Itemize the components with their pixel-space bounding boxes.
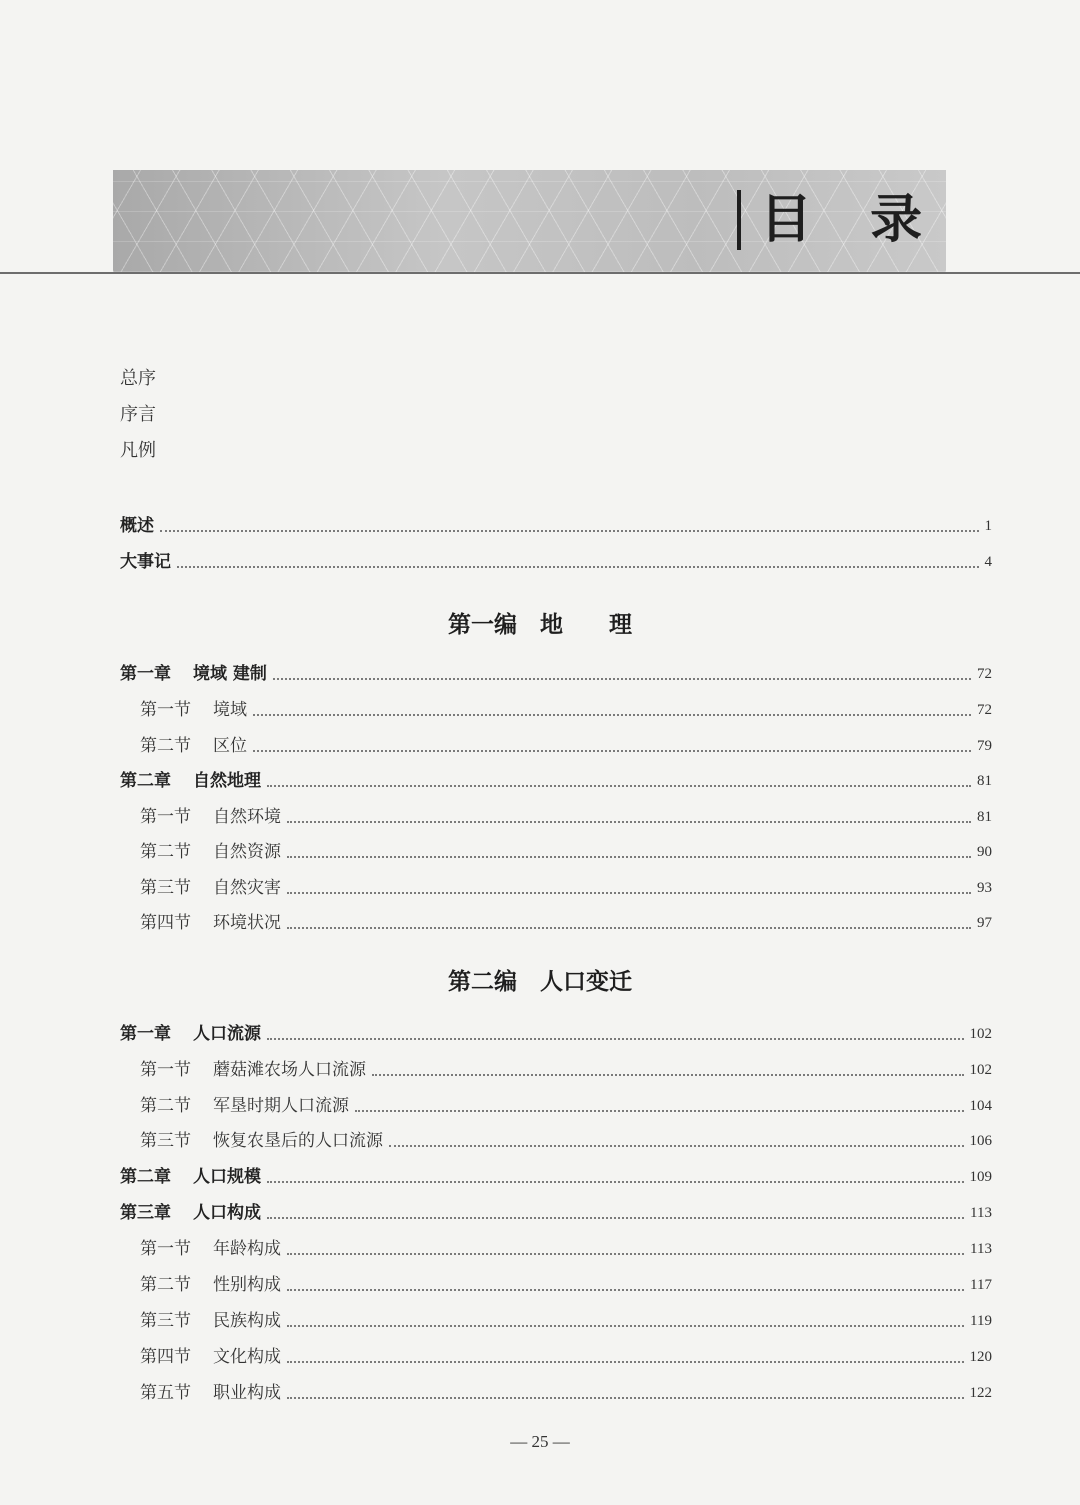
toc-section[interactable] xyxy=(140,1379,992,1405)
section-number: 第二节 xyxy=(140,736,191,756)
leader-dots xyxy=(267,1217,964,1219)
toc-section[interactable] xyxy=(140,1092,992,1118)
leader-dots xyxy=(160,530,979,532)
toc-page-number: 102 xyxy=(969,1062,992,1078)
chapter-number: 第二章 xyxy=(120,1167,171,1187)
chapter-number: 第一章 xyxy=(120,1024,171,1044)
toc-page-number: 72 xyxy=(977,702,992,718)
toc-page-number: 106 xyxy=(969,1133,992,1149)
section-title: 职业构成 xyxy=(213,1383,281,1403)
leader-dots xyxy=(372,1074,964,1076)
section-title: 区位 xyxy=(213,736,247,756)
leader-dots xyxy=(287,1289,964,1291)
section-number: 第三节 xyxy=(140,1131,191,1151)
section-number: 第一节 xyxy=(140,1239,191,1259)
chapter-title: 人口流源 xyxy=(193,1024,261,1044)
section-number: 第二节 xyxy=(140,842,191,862)
leader-dots xyxy=(253,750,971,752)
toc-page-number: 93 xyxy=(977,880,992,896)
toc-page-number: 79 xyxy=(977,738,992,754)
toc-chapter[interactable] xyxy=(120,660,992,686)
toc-chapter[interactable] xyxy=(120,1020,992,1046)
toc-section[interactable] xyxy=(140,838,992,864)
toc-section[interactable] xyxy=(140,803,992,829)
toc-entry[interactable] xyxy=(120,512,992,538)
toc-page-number: 72 xyxy=(977,666,992,682)
toc-page-number: 90 xyxy=(977,844,992,860)
leader-dots xyxy=(287,1325,964,1327)
toc-page-number: 102 xyxy=(969,1026,992,1042)
toc-page-number: 97 xyxy=(977,915,992,931)
section-number: 第一节 xyxy=(140,807,191,827)
toc-section[interactable] xyxy=(140,874,992,900)
toc-page-number: 120 xyxy=(969,1349,992,1365)
section-number: 第三节 xyxy=(140,1311,191,1331)
part-heading[interactable]: 第一编 地 理 xyxy=(448,611,632,638)
leader-dots xyxy=(273,678,971,680)
section-title: 文化构成 xyxy=(213,1347,281,1367)
front-matter-item[interactable]: 序言 xyxy=(120,404,156,425)
toc-section[interactable] xyxy=(140,1343,992,1369)
leader-dots xyxy=(287,821,971,823)
section-number: 第五节 xyxy=(140,1383,191,1403)
toc-entry-title: 大事记 xyxy=(120,552,171,572)
header-rule xyxy=(0,272,1080,274)
toc-page-number: 117 xyxy=(970,1277,992,1293)
section-title: 性别构成 xyxy=(213,1275,281,1295)
toc-section[interactable] xyxy=(140,696,992,722)
toc-page-number: 81 xyxy=(977,773,992,789)
toc-page-number: 104 xyxy=(969,1098,992,1114)
header-accent-bar xyxy=(737,190,741,250)
leader-dots xyxy=(267,785,971,787)
leader-dots xyxy=(267,1038,964,1040)
section-number: 第四节 xyxy=(140,913,191,933)
part-heading[interactable]: 第二编 人口变迁 xyxy=(448,968,632,995)
toc-page-number: 1 xyxy=(984,518,992,534)
toc-chapter[interactable] xyxy=(120,767,992,793)
section-title: 自然资源 xyxy=(213,842,281,862)
leader-dots xyxy=(287,892,971,894)
toc-page-number: 113 xyxy=(970,1241,992,1257)
toc-section[interactable] xyxy=(140,1235,992,1261)
toc-entry[interactable] xyxy=(120,548,992,574)
front-matter-item[interactable]: 总序 xyxy=(120,368,156,389)
leader-dots xyxy=(287,856,971,858)
chapter-title: 人口规模 xyxy=(193,1167,261,1187)
leader-dots xyxy=(287,1361,964,1363)
section-number: 第二节 xyxy=(140,1275,191,1295)
toc-entry-title: 概述 xyxy=(120,516,154,536)
page-number: — 25 — xyxy=(510,1432,570,1451)
toc-section[interactable] xyxy=(140,909,992,935)
section-title: 环境状况 xyxy=(213,913,281,933)
section-number: 第四节 xyxy=(140,1347,191,1367)
section-title: 年龄构成 xyxy=(213,1239,281,1259)
leader-dots xyxy=(177,566,979,568)
toc-section[interactable] xyxy=(140,1127,992,1153)
toc-page-number: 109 xyxy=(969,1169,992,1185)
toc-page-number: 113 xyxy=(970,1205,992,1221)
leader-dots xyxy=(389,1145,964,1147)
leader-dots xyxy=(267,1181,964,1183)
toc-page-number: 119 xyxy=(970,1313,992,1329)
section-title: 军垦时期人口流源 xyxy=(213,1096,349,1116)
toc-section[interactable] xyxy=(140,732,992,758)
section-number: 第二节 xyxy=(140,1096,191,1116)
chapter-title: 自然地理 xyxy=(193,771,261,791)
leader-dots xyxy=(253,714,971,716)
section-title: 民族构成 xyxy=(213,1311,281,1331)
section-title: 蘑菇滩农场人口流源 xyxy=(213,1060,366,1080)
toc-section[interactable] xyxy=(140,1307,992,1333)
leader-dots xyxy=(287,1397,964,1399)
chapter-number: 第三章 xyxy=(120,1203,171,1223)
toc-chapter[interactable] xyxy=(120,1163,992,1189)
toc-section[interactable] xyxy=(140,1056,992,1082)
chapter-title: 人口构成 xyxy=(193,1203,261,1223)
section-title: 自然灾害 xyxy=(213,878,281,898)
toc-chapter[interactable] xyxy=(120,1199,992,1225)
toc-page-number: 81 xyxy=(977,809,992,825)
front-matter-item[interactable]: 凡例 xyxy=(120,440,156,461)
leader-dots xyxy=(287,1253,964,1255)
toc-page-number: 122 xyxy=(969,1385,992,1401)
chapter-number: 第一章 xyxy=(120,664,171,684)
chapter-title: 境域 建制 xyxy=(193,664,267,684)
section-title: 境域 xyxy=(213,700,247,720)
page-title: 目 录 xyxy=(760,189,943,250)
section-number: 第一节 xyxy=(140,700,191,720)
chapter-number: 第二章 xyxy=(120,771,171,791)
leader-dots xyxy=(355,1110,964,1112)
toc-page-number: 4 xyxy=(984,554,992,570)
section-number: 第三节 xyxy=(140,878,191,898)
section-title: 恢复农垦后的人口流源 xyxy=(213,1131,383,1151)
leader-dots xyxy=(287,927,971,929)
section-title: 自然环境 xyxy=(213,807,281,827)
toc-section[interactable] xyxy=(140,1271,992,1297)
section-number: 第一节 xyxy=(140,1060,191,1080)
